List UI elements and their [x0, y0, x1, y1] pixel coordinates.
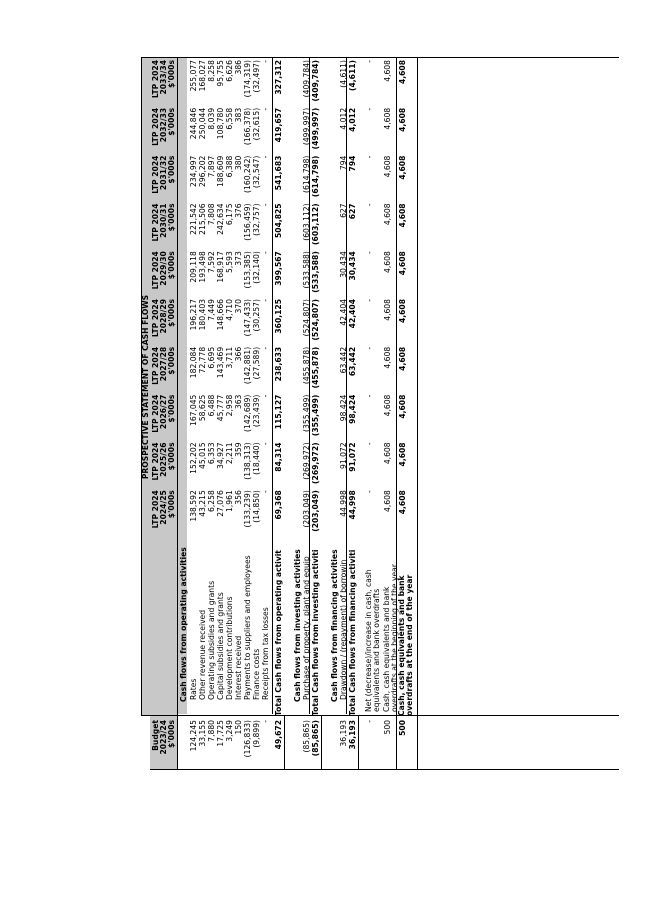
budget-value: 3,249: [225, 720, 234, 742]
cell-value: (4,611): [339, 60, 348, 88]
cell-value: (32,757): [252, 203, 261, 236]
cell-value: 45,777: [216, 394, 225, 422]
column-header-year: 2028/29: [159, 299, 168, 334]
cell-value: 356: [234, 490, 243, 505]
cell-value: -: [365, 346, 374, 350]
cell-value: 360,125: [274, 299, 283, 334]
cell-value: (524,807): [302, 299, 311, 337]
cell-value: 4,608: [398, 107, 407, 132]
cell-value: -: [261, 251, 270, 254]
cell-value: (133,239): [243, 490, 252, 528]
cell-value: 30,434: [348, 251, 357, 281]
cell-value: 209,118: [189, 251, 198, 283]
cell-value: -: [365, 442, 374, 446]
cell-value: 2,958: [225, 394, 234, 417]
column-header-year: 2024/25: [159, 490, 168, 525]
cell-value: 627: [348, 203, 357, 220]
cell-value: -: [261, 490, 270, 493]
cell-value: 138,592: [189, 490, 198, 522]
column-header-year: 2031/32: [159, 155, 168, 191]
cell-value: 167,045: [189, 394, 198, 427]
column-header-ltp: LTP 2024: [151, 346, 160, 385]
cell-value: (166,378): [243, 107, 252, 146]
row-label: Payments to suppliers and employees: [243, 555, 252, 700]
cell-value: 6,558: [225, 107, 234, 130]
row-label: Cash, cash equivalents and bank overdrafts at the end of the year: [397, 574, 414, 716]
row-label: Purchase of property, plant and equip: [302, 556, 311, 700]
cell-value: 6,695: [207, 346, 216, 369]
cell-value: 43,215: [198, 490, 207, 517]
rule-budget: [141, 715, 619, 716]
cell-value: 168,917: [216, 251, 225, 283]
cell-value: 6,175: [225, 203, 234, 226]
cell-value: 215,506: [198, 203, 207, 235]
cell-value: (499,997): [302, 107, 311, 146]
cell-value: (147,433): [243, 299, 252, 337]
cell-value: 4,608: [383, 251, 392, 273]
cell-value: 255,077: [189, 60, 198, 92]
column-header-ltp: LTP 2024: [151, 394, 160, 433]
cell-value: 115,127: [274, 394, 283, 430]
column-header-unit: $'000s: [167, 60, 176, 88]
column-header-unit: $'000s: [167, 346, 176, 375]
cell-value: 91,072: [348, 442, 357, 472]
cell-value: 386: [234, 60, 243, 75]
cell-value: -: [365, 394, 374, 398]
cell-value: -: [365, 107, 374, 111]
budget-value: (9,899): [252, 720, 261, 748]
cell-value: (203,049): [311, 490, 320, 532]
total-rule: [358, 716, 359, 770]
cell-value: 34,927: [216, 442, 225, 469]
cell-value: 4,608: [398, 442, 407, 467]
budget-value: (126,833): [243, 720, 252, 758]
cell-value: 95,755: [216, 60, 225, 87]
cell-value: 180,403: [198, 299, 207, 331]
cell-value: 7,449: [207, 299, 216, 321]
column-header-unit: $'000s: [167, 155, 176, 184]
row-label: Capital subsidies and grants: [216, 592, 225, 700]
budget-header-unit: $'000s: [167, 720, 176, 748]
column-header-year: 2032/33: [159, 107, 168, 143]
column-header-ltp: LTP 2024: [151, 155, 160, 194]
cell-value: -: [261, 299, 270, 302]
cell-value: -: [261, 346, 270, 350]
cell-value: -: [261, 155, 270, 159]
cell-value: -: [261, 60, 270, 63]
cell-value: 4,608: [383, 442, 392, 465]
cell-value: (603,112): [311, 203, 320, 245]
cell-value: (533,588): [311, 251, 320, 293]
budget-value: 49,672: [274, 720, 283, 750]
cell-value: 148,666: [216, 299, 225, 331]
cell-value: 4,012: [339, 107, 348, 130]
cell-value: (174,319): [243, 60, 252, 98]
column-header-ltp: LTP 2024: [151, 60, 160, 99]
cell-value: (499,997): [311, 107, 320, 150]
cell-value: 4,608: [383, 394, 392, 417]
cell-value: 383: [234, 107, 243, 123]
rule-header: [177, 58, 178, 770]
budget-value: 150: [234, 720, 243, 735]
cell-value: 244,846: [189, 107, 198, 140]
cell-value: 5,593: [225, 251, 234, 273]
cell-value: 69,368: [274, 490, 283, 520]
cell-value: 42,404: [339, 299, 348, 326]
cell-value: 45,015: [198, 442, 207, 469]
row-label: Total Cash flows from financing activiti: [348, 549, 357, 716]
cell-value: 98,424: [348, 394, 357, 424]
cell-value: 234,997: [189, 155, 198, 188]
cell-value: (269,972): [311, 442, 320, 484]
cell-value: 42,404: [348, 299, 357, 329]
cell-value: -: [261, 203, 270, 207]
cell-value: 504,825: [274, 203, 283, 238]
budget-value: -: [365, 720, 374, 723]
cell-value: 373: [234, 251, 243, 266]
cell-value: (614,798): [302, 155, 311, 193]
cell-value: 1,961: [225, 490, 234, 512]
cell-value: 794: [348, 155, 357, 172]
cell-value: 4,608: [383, 299, 392, 321]
cell-value: (533,588): [302, 251, 311, 289]
column-header-year: 2026/27: [159, 394, 168, 430]
cell-value: -: [365, 299, 374, 302]
column-header-ltp: LTP 2024: [151, 251, 160, 290]
cell-value: 7,897: [207, 155, 216, 178]
cell-value: 188,609: [216, 155, 225, 188]
statement-title: PROSPECTIVE STATEMENT OF CASH FLOWS: [141, 294, 150, 480]
cell-value: 4,012: [348, 107, 357, 132]
column-header-year: 2029/30: [159, 251, 168, 286]
cell-value: 4,608: [398, 155, 407, 180]
cell-value: 6,488: [207, 394, 216, 417]
total-rule: [284, 716, 285, 770]
cell-value: (603,112): [302, 203, 311, 241]
cell-value: 84,314: [274, 442, 283, 472]
row-label: Interest received: [234, 635, 243, 700]
row-label: Total Cash flows from operating activit: [274, 550, 283, 716]
cell-value: 7,808: [207, 203, 216, 226]
cell-value: (14,850): [252, 490, 261, 523]
cell-value: 4,608: [383, 60, 392, 82]
cell-value: (32,140): [252, 251, 261, 284]
budget-value: 7,880: [207, 720, 216, 742]
column-header-ltp: LTP 2024: [151, 299, 160, 338]
row-label: Drawdown / (repayment) of borrowin: [339, 559, 348, 700]
row-label: Net (decrease)/increase in cash, cash equivalents and bank overdrafts: [364, 569, 381, 712]
cell-value: 193,498: [198, 251, 207, 283]
row-label: Receipts from tax losses: [261, 607, 270, 700]
row-label: Total Cash flows from investing activiti: [311, 549, 320, 716]
total-rule: [321, 716, 322, 770]
cell-value: 152,202: [189, 442, 198, 474]
cell-value: 4,608: [383, 203, 392, 226]
cell-value: 4,608: [398, 346, 407, 371]
cell-value: (23,439): [252, 394, 261, 428]
cell-value: 182,084: [189, 346, 198, 379]
column-header-ltp: LTP 2024: [151, 203, 160, 242]
cell-value: -: [365, 155, 374, 159]
cell-value: 6,258: [207, 490, 216, 512]
column-header-unit: $'000s: [167, 203, 176, 232]
cell-value: (455,878): [302, 346, 311, 385]
cell-value: (32,547): [252, 155, 261, 189]
column-header-unit: $'000s: [167, 442, 176, 471]
cell-value: 370: [234, 299, 243, 314]
cell-value: (27,589): [252, 346, 261, 380]
cell-value: (32,497): [252, 60, 261, 93]
cell-value: (409,784): [302, 60, 311, 98]
budget-value: (85,865): [311, 720, 320, 757]
cell-value: 27,076: [216, 490, 225, 517]
cell-value: 4,608: [398, 203, 407, 228]
cell-value: 376: [234, 203, 243, 218]
cell-value: (153,385): [243, 251, 252, 289]
budget-value: 500: [398, 720, 407, 736]
total-rule: [272, 58, 273, 714]
cell-value: (138,313): [243, 442, 252, 480]
cash-flow-statement-table: [141, 58, 619, 770]
budget-value: 33,155: [198, 720, 207, 747]
cell-value: (160,242): [243, 155, 252, 193]
cell-value: 296,202: [198, 155, 207, 188]
cell-value: (156,459): [243, 203, 252, 241]
cell-value: (32,615): [252, 107, 261, 141]
column-header-year: 2025/26: [159, 442, 168, 477]
cell-value: 366: [234, 346, 243, 362]
column-header-year: 2033/34: [159, 60, 168, 95]
cell-value: 238,633: [274, 346, 283, 382]
cell-value: (203,049): [302, 490, 311, 528]
cell-value: (142,689): [243, 394, 252, 432]
cell-value: 4,608: [398, 394, 407, 419]
cell-value: -: [365, 60, 374, 63]
cell-value: 2,211: [225, 442, 234, 465]
final-rule-bottom: [417, 58, 418, 770]
budget-header-line1: Budget: [151, 720, 160, 751]
cell-value: 242,634: [216, 203, 225, 235]
cell-value: 63,442: [339, 346, 348, 374]
cell-value: 359: [234, 442, 243, 457]
cell-value: 143,469: [216, 346, 225, 379]
cell-value: 221,542: [189, 203, 198, 235]
cell-value: 8,039: [207, 107, 216, 130]
budget-value: 36,193: [348, 720, 357, 750]
cell-value: 250,044: [198, 107, 207, 140]
budget-header-line2: 2023/24: [159, 720, 168, 755]
budget-value: 17,725: [216, 720, 225, 747]
cell-value: 794: [339, 155, 348, 171]
row-label: Operating subsidies and grants: [207, 580, 216, 700]
cell-value: (30,257): [252, 299, 261, 332]
cell-value: 627: [339, 203, 348, 218]
row-label: Other revenue received: [198, 609, 207, 700]
cell-value: 58,625: [198, 394, 207, 422]
row-label: Cash flows from operating activities: [179, 547, 188, 702]
row-label: Cash flows from financing activities: [330, 549, 339, 702]
column-header-ltp: LTP 2024: [151, 490, 160, 529]
column-header-year: 2030/31: [159, 203, 168, 238]
cell-value: 44,998: [348, 490, 357, 520]
column-header-unit: $'000s: [167, 107, 176, 136]
cell-value: 6,626: [225, 60, 234, 82]
cell-value: -: [261, 442, 270, 446]
cell-value: 4,608: [398, 490, 407, 515]
row-label: Development contributions: [225, 596, 234, 700]
row-label: Rates: [189, 678, 198, 700]
budget-value: 36,193: [339, 720, 348, 747]
cell-value: 30,434: [339, 251, 348, 278]
cell-value: 363: [234, 394, 243, 410]
budget-value: 124,245: [189, 720, 198, 752]
cell-value: 399,567: [274, 251, 283, 286]
cell-value: 4,608: [398, 299, 407, 324]
cell-value: (409,784): [311, 60, 320, 102]
cell-value: 168,027: [198, 60, 207, 92]
cell-value: 98,424: [339, 394, 348, 422]
column-header-unit: $'000s: [167, 490, 176, 519]
cell-value: 4,608: [383, 490, 392, 512]
cell-value: 419,657: [274, 107, 283, 143]
cell-value: 63,442: [348, 346, 357, 377]
cell-value: (18,440): [252, 442, 261, 475]
column-header-ltp: LTP 2024: [151, 442, 160, 481]
cell-value: 4,608: [383, 155, 392, 178]
cell-value: -: [365, 203, 374, 207]
total-rule: [346, 58, 347, 714]
column-header-unit: $'000s: [167, 394, 176, 423]
cell-value: (524,807): [311, 299, 320, 341]
cell-value: 541,683: [274, 155, 283, 191]
cell-value: (355,499): [302, 394, 311, 432]
column-header-ltp: LTP 2024: [151, 107, 160, 146]
row-label: Cash, cash equivalents and bank overdrafts at the beginning of the year: [382, 564, 399, 712]
cell-value: 8,258: [207, 60, 216, 82]
cell-value: 380: [234, 155, 243, 171]
cell-value: 6,353: [207, 442, 216, 465]
cell-value: -: [261, 107, 270, 111]
row-label: Cash flows from investing activities: [293, 549, 302, 702]
cell-value: 91,072: [339, 442, 348, 469]
cell-value: (614,798): [311, 155, 320, 198]
cell-value: -: [261, 394, 270, 398]
column-header-unit: $'000s: [167, 299, 176, 327]
cell-value: (269,972): [302, 442, 311, 480]
cell-value: 4,608: [383, 107, 392, 130]
cell-value: 4,608: [383, 346, 392, 369]
cell-value: (142,881): [243, 346, 252, 385]
budget-value: 500: [383, 720, 392, 735]
cell-value: 72,778: [198, 346, 207, 374]
cell-value: 108,780: [216, 107, 225, 140]
cell-value: (355,499): [311, 394, 320, 437]
column-header-year: 2027/28: [159, 346, 168, 382]
cell-value: -: [365, 490, 374, 493]
cell-value: 7,592: [207, 251, 216, 273]
rule-right: [141, 57, 619, 58]
cell-value: 327,312: [274, 60, 283, 95]
cell-value: 196,217: [189, 299, 198, 331]
cell-value: 4,608: [398, 251, 407, 276]
cell-value: 6,388: [225, 155, 234, 178]
cell-value: (4,611): [348, 60, 357, 91]
cell-value: (455,878): [311, 346, 320, 389]
cell-value: 44,998: [339, 490, 348, 517]
cell-value: 3,711: [225, 346, 234, 369]
cell-value: -: [365, 251, 374, 254]
row-label: Finance costs: [252, 648, 261, 700]
column-header-unit: $'000s: [167, 251, 176, 280]
cell-value: 4,608: [398, 60, 407, 85]
budget-value: -: [261, 720, 270, 723]
total-rule: [309, 58, 310, 714]
cell-value: 4,710: [225, 299, 234, 321]
budget-value: (85,865): [302, 720, 311, 753]
